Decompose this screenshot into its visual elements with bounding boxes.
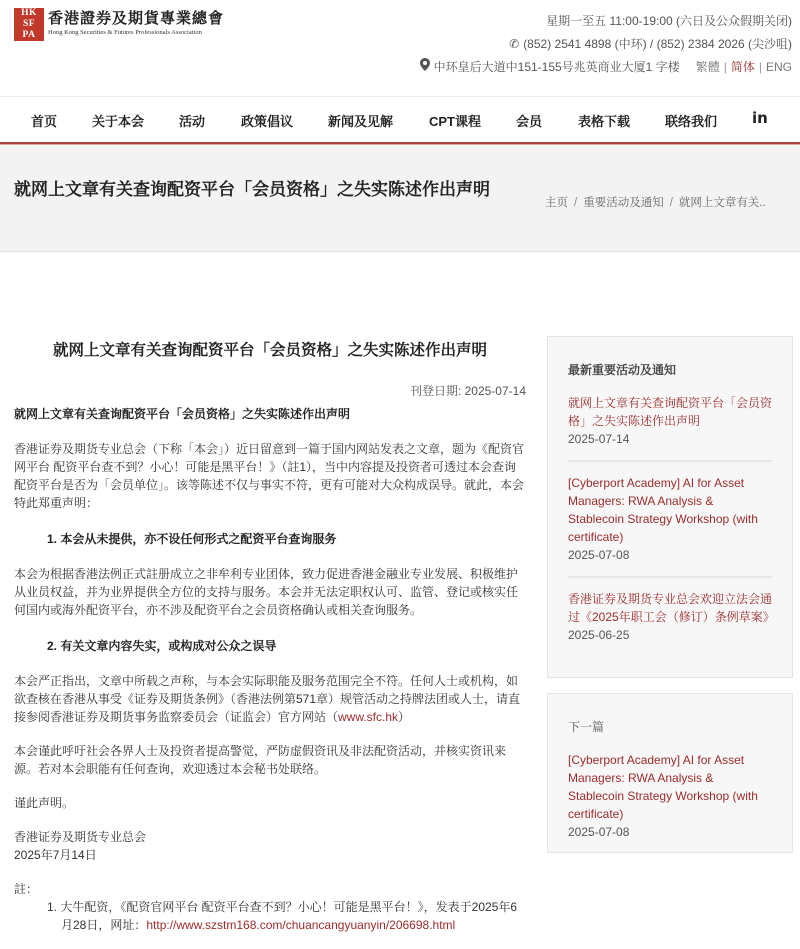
notice-link[interactable]: [Cyberport Academy] AI for Asset Managers: RWA Analysis & Stablecoin Strategy Workshop (with certificate) <box>568 476 758 544</box>
notice-date: 2025-06-25 <box>568 628 630 642</box>
latest-notices-widget <box>547 336 793 678</box>
lang-english[interactable]: ENG <box>765 60 792 74</box>
logo-name-en: Hong Kong Securities & Futures Professionals Association <box>48 29 202 36</box>
phone-icon: ✆ <box>509 37 520 51</box>
widget-title-latest: 最新重要活动及通知 <box>568 363 677 377</box>
address-row <box>420 56 792 79</box>
next-article-widget <box>547 693 793 853</box>
main-nav <box>0 96 800 141</box>
point-2-heading: 2. 有关文章内容失实，或构成对公众之误导 <box>47 639 277 653</box>
nav-policy[interactable]: 政策倡议 <box>241 114 294 129</box>
breadcrumb: 主页 / 重要活动及通知 / 就网上文章有关.. <box>545 197 766 209</box>
list-item <box>568 394 772 462</box>
list-item <box>568 474 772 578</box>
nav-forms[interactable]: 表格下载 <box>578 114 631 129</box>
signature-org: 香港证券及期货专业总会 <box>14 830 147 844</box>
list-item <box>568 590 775 656</box>
widget-title-next: 下一篇 <box>568 720 605 734</box>
notice-link[interactable]: 就网上文章有关查询配资平台「会员资格」之失实陈述作出声明 <box>568 396 773 428</box>
nav-home[interactable]: 首页 <box>31 114 58 129</box>
site-logo[interactable] <box>14 8 224 41</box>
logo-mark: HK SF PA <box>14 8 44 41</box>
list-item <box>568 751 772 853</box>
contact-info <box>420 10 792 79</box>
nav-about[interactable]: 关于本会 <box>92 114 145 129</box>
point-1-heading: 1. 本会从未提供，亦不设任何形式之配资平台查询服务 <box>47 532 337 546</box>
sfc-link[interactable]: www.sfc.hk <box>338 710 399 724</box>
article-subtitle: 就网上文章有关查询配资平台「会员资格」之失实陈述作出声明 <box>14 407 351 421</box>
next-article-date: 2025-07-08 <box>568 825 630 839</box>
logo-name-cn: 香港證券及期貨專業總會 <box>48 9 225 27</box>
notes-label: 註： <box>14 882 39 896</box>
notice-date: 2025-07-14 <box>568 432 630 446</box>
paragraph-4: 本会谨此呼吁社会各界人士及投资者提高警觉，严防虚假资讯及非法配资活动，并核实资讯来源。若对本会职能有任何查询，欢迎透过本会秘书处联络。 <box>14 744 507 776</box>
notice-date: 2025-07-08 <box>568 548 630 562</box>
language-switcher: 繁體 | 简体 | ENG <box>695 60 792 74</box>
nav-cpt[interactable]: CPT课程 <box>429 114 482 129</box>
article-title: 就网上文章有关查询配资平台「会员资格」之失实陈述作出声明 <box>52 342 487 359</box>
lang-simplified[interactable]: 简体 <box>730 60 755 74</box>
lang-traditional[interactable]: 繁體 <box>695 60 720 74</box>
page-title: 就网上文章有关查询配资平台「会员资格」之失实陈述作出声明 <box>14 180 490 199</box>
office-hours: 星期一至五 11:00-19:00 (六日及公众假期关闭) <box>546 14 792 28</box>
breadcrumb-home[interactable]: 主页 <box>545 197 568 209</box>
note-1: 1. 大牛配资，《配资官网平台 配资平台查不到？小心！可能是黑平台！》，发表于2025年6月28日，网址：http://www.szstm168.com/chuancangyuanyin/206698.html <box>47 900 518 932</box>
paragraph-3: 本会严正指出，文章中所载之声称，与本会实际职能及服务范围完全不符。任何人士或机构，如欲查核在香港从事受《证券及期货条例》（香港法例第571章）规管活动之持牌法团或人士，请直接参阅香港证券及期货事务监察委员会（证监会）官方网站（www.sfc.hk） <box>14 674 521 724</box>
source-article-link[interactable]: http://www.szstm168.com/chuancangyuanyin/206698.html <box>146 918 456 932</box>
site-header <box>0 0 800 95</box>
phone-numbers: ✆ (852) 2541 4898 (中环) / (852) 2384 2026 (尖沙咀) <box>420 33 792 56</box>
breadcrumb-notices[interactable]: 重要活动及通知 <box>583 197 664 209</box>
nav-contact[interactable]: 联络我们 <box>665 114 718 129</box>
page-title-band <box>0 146 800 252</box>
breadcrumb-current: 就网上文章有关.. <box>678 197 766 209</box>
linkedin-icon[interactable]: in <box>752 109 768 127</box>
nav-divider <box>0 142 800 145</box>
notice-link[interactable]: 香港证券及期货专业总会欢迎立法会通过《2025年职工会（修订）条例草案》 <box>568 592 775 624</box>
signature-date: 2025年7月14日 <box>14 848 97 862</box>
paragraph-intro: 香港证券及期货专业总会（下称「本会」）近日留意到一篇于国内网站发表之文章，题为《配资官网平台 配资平台查不到？小心！可能是黑平台！》（註1），当中内容提及投资者可透过本会查询配资平台是否为「会员单位」。该等陈述不仅与事实不符，更有可能对大众构成误导。就此，本会特此郑重声明： <box>14 442 525 510</box>
nav-news[interactable]: 新闻及见解 <box>328 114 394 129</box>
closing-statement: 谨此声明。 <box>14 796 75 810</box>
paragraph-2: 本会为根据香港法例正式註册成立之非牟利专业团体，致力促进香港金融业专业发展、积极维护从业员权益，并为业界提供全方位的支持与服务。本会并无法定职权认可、监管、登记或核实任何国内或海外配资平台，亦不涉及配资平台之会员资格确认或相关查询服务。 <box>14 567 519 617</box>
next-article-link[interactable]: [Cyberport Academy] AI for Asset Managers: RWA Analysis & Stablecoin Strategy Workshop (with certificate) <box>568 753 758 821</box>
publish-date: 刊登日期: 2025-07-14 <box>409 384 526 398</box>
nav-members[interactable]: 会员 <box>516 114 543 129</box>
map-pin-icon <box>420 56 430 79</box>
address: 中环皇后大道中151-155号兆英商业大厦1 字楼 <box>433 60 680 74</box>
nav-events[interactable]: 活动 <box>179 114 206 129</box>
article-body <box>14 330 526 934</box>
